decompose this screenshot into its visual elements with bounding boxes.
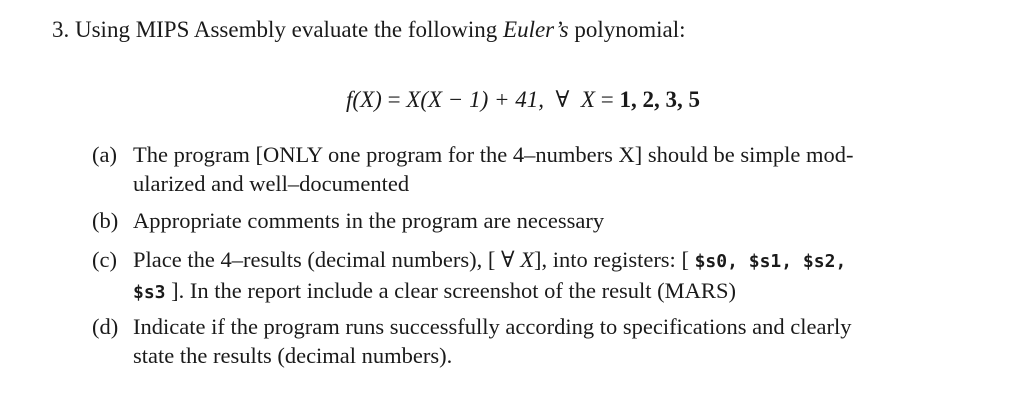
question-intro-emphasis: Euler’s <box>503 17 569 42</box>
item-c-pre: Place the 4–results (decimal numbers), [ ∀ <box>133 247 521 272</box>
item-label-b: (b) <box>92 208 119 233</box>
item-b-line-1: Appropriate comments in the program are necessary <box>133 208 605 233</box>
item-c-post: ]. In the report include a clear screenshot of the result (MARS) <box>165 278 736 303</box>
question-intro: Using MIPS Assembly evaluate the following <box>75 17 498 42</box>
list-item-c <box>92 245 972 307</box>
item-c-line-1 <box>133 245 972 276</box>
formula-equals: = <box>381 87 407 112</box>
list-item-a <box>92 140 972 198</box>
formula-lhs: f(X) <box>346 87 382 112</box>
item-c-mid: ], into registers: [ <box>533 247 695 272</box>
item-d-line-1: Indicate if the program runs successfully according to specifications and clearly <box>133 314 852 339</box>
formula-values: 1, 2, 3, 5 <box>619 87 700 112</box>
formula-rhs: X(X − 1) + 41, <box>406 87 545 112</box>
item-d-line-2: state the results (decimal numbers). <box>133 343 453 368</box>
item-a-line-2: ularized and well–documented <box>133 171 410 196</box>
item-label-a: (a) <box>92 142 117 167</box>
item-c-registers-1: $s0, $s1, $s2, <box>694 251 847 272</box>
item-c-variable: X <box>520 247 534 272</box>
item-c-line-2 <box>133 276 972 307</box>
item-label-c: (c) <box>92 247 117 272</box>
item-c-registers-2: $s3 <box>133 282 166 303</box>
list-item-d <box>92 312 972 370</box>
question-intro-end: polynomial: <box>574 17 686 42</box>
item-label-d: (d) <box>92 314 119 339</box>
question-heading <box>52 14 686 46</box>
euler-formula <box>0 84 1024 116</box>
formula-forall: ∀ <box>544 87 581 112</box>
question-number: 3. <box>52 17 70 42</box>
formula-equals-2: = <box>594 87 620 112</box>
item-a-line-1: The program [ONLY one program for the 4–numbers X] should be simple mod- <box>133 142 854 167</box>
list-item-b <box>92 206 972 235</box>
formula-variable: X <box>580 87 595 112</box>
